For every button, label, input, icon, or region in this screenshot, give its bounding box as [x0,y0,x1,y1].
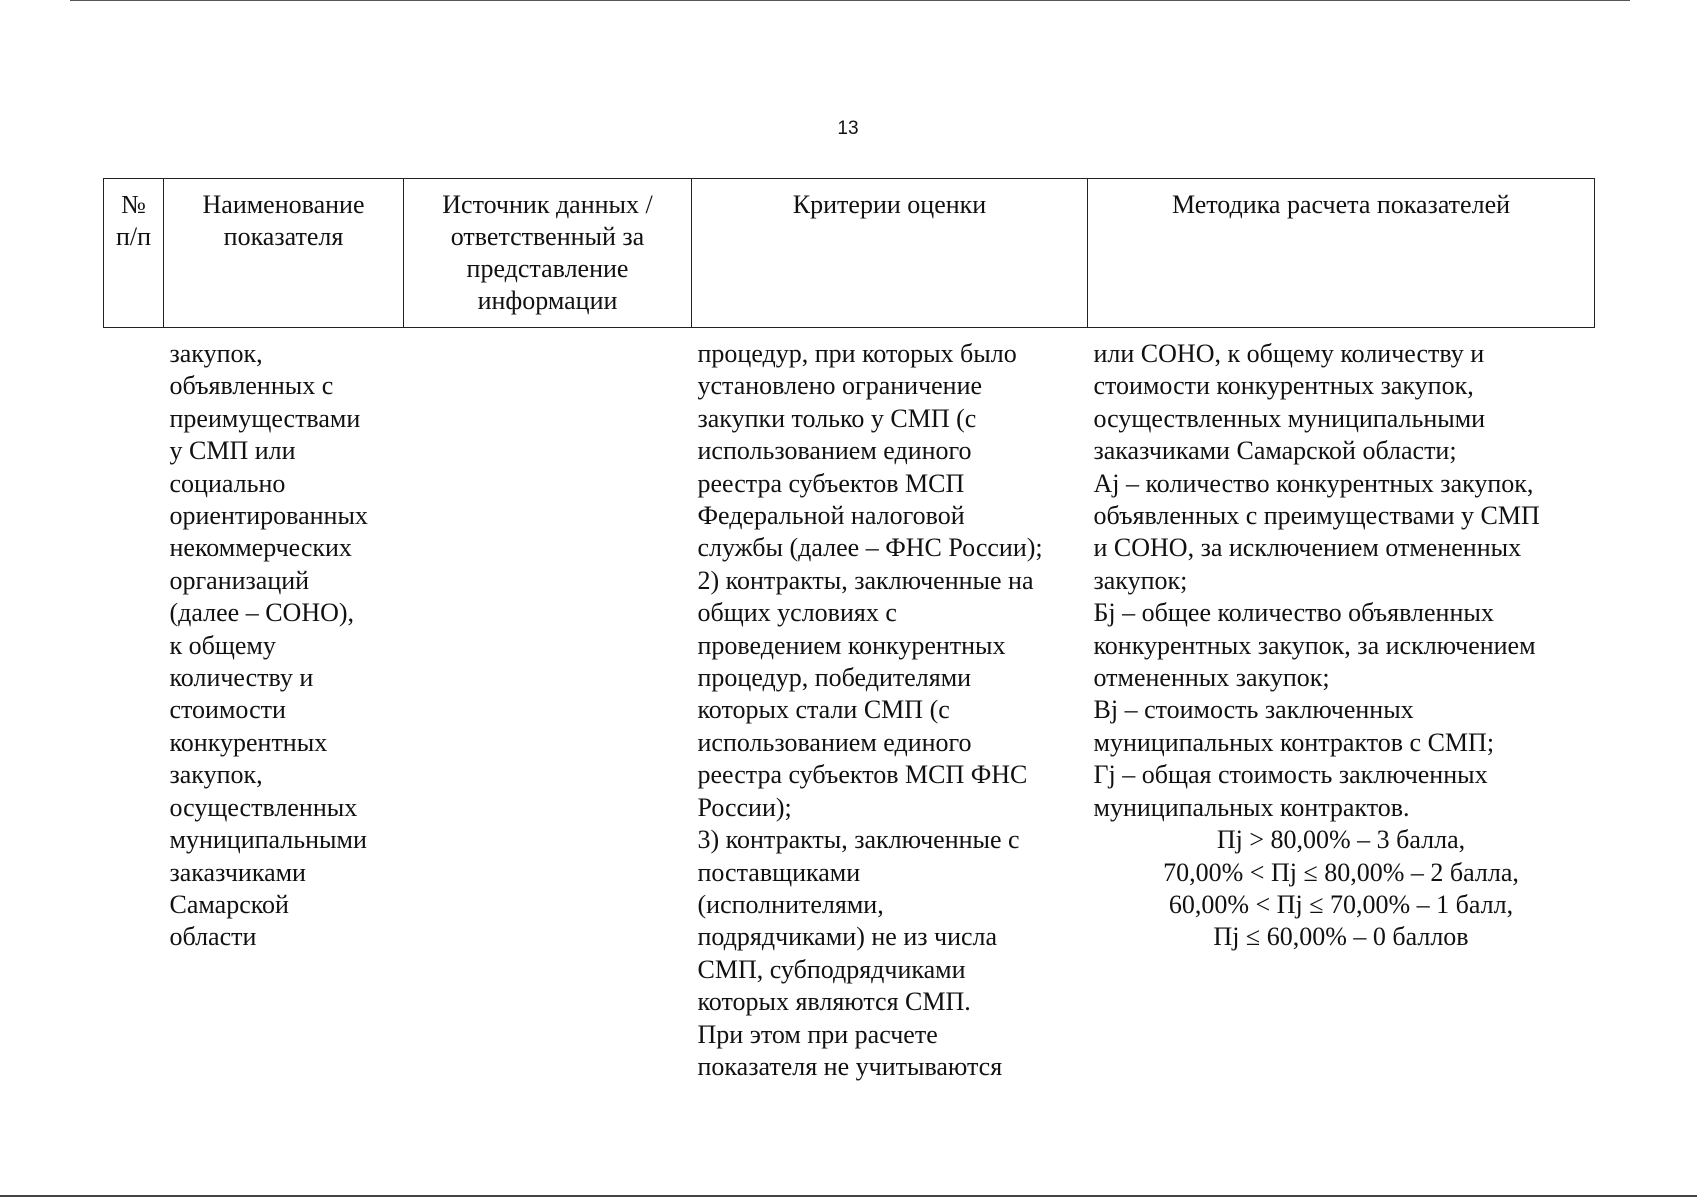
text-line: ориентированных [169,501,368,531]
text-line: (далее – СОНО), [169,598,355,628]
text-line: установлено ограничение [697,371,983,401]
text-line: и СОНО, за исключением отмененных [1093,533,1522,563]
text-line: к общему [169,630,276,660]
header-line: № [121,190,146,219]
table-row [104,328,1595,1084]
header-method [1088,179,1595,328]
text-line: использованием единого [697,436,972,466]
header-line: Критерии оценки [792,190,987,219]
text-line: Федеральной налоговой [697,501,965,531]
cell-method [1088,328,1595,1084]
text-line: стоимости конкурентных закупок, [1093,371,1474,401]
score-line: 70,00% < Пj ≤ 80,00% – 2 балла, [1163,857,1519,887]
cell-number [104,328,164,1084]
header-number [104,179,164,328]
text-line: области [169,922,257,952]
text-line: Вj – стоимость заключенных [1093,695,1414,725]
text-line: (исполнителями, [697,889,884,919]
cell-indicator-name [164,328,404,1084]
text-line: закупки только у СМП (с [697,403,977,433]
text-line: службы (далее – ФНС России); [697,533,1043,563]
text-line: подрядчиками) не из числа [697,922,998,952]
header-data-source [404,179,692,328]
page-number: 13 [837,118,859,139]
text-line: Бj – общее количество объявленных [1093,598,1494,628]
text-line: заказчиками Самарской области; [1093,436,1457,466]
text-line: реестра субъектов МСП [697,468,965,498]
header-line: п/п [115,222,152,251]
text-line: конкурентных [169,727,328,757]
text-line: процедур, при которых было [697,339,1017,368]
text-line: объявленных с [169,371,334,401]
text-line: При этом при расчете [697,1019,938,1049]
text-line: преимуществами [169,403,361,433]
text-line: показателя не учитываются [697,1051,1003,1081]
header-line: представление [466,254,629,283]
table-header-row [104,179,1595,328]
header-line: Методика расчета показателей [1171,190,1511,219]
text-line: заказчиками [169,857,306,887]
text-line: или СОНО, к общему количеству и [1093,339,1485,368]
header-line: показателя [223,222,344,251]
score-line: 60,00% < Пj ≤ 70,00% – 1 балл, [1168,889,1514,919]
header-line: Наименование [202,190,365,219]
text-line: Гj – общая стоимость заключенных [1093,760,1488,790]
text-line: стоимости [169,695,286,725]
text-line: количеству и [169,663,314,693]
text-line: конкурентных закупок, за исключением [1093,630,1536,660]
text-line: России); [697,792,792,822]
score-line: Пj ≤ 60,00% – 0 баллов [1213,922,1469,952]
text-line: процедур, победителями [697,663,972,693]
text-line: осуществленных [169,792,358,822]
text-line: закупок, [169,339,263,368]
scan-edge-top [70,0,1630,1]
text-line: социально [169,468,286,498]
header-line: Источник данных / [442,190,653,219]
text-line: муниципальными [169,825,367,855]
indicators-table [103,178,1595,1083]
text-line: закупок; [1093,565,1188,595]
cell-data-source [404,328,692,1084]
text-line: муниципальных контрактов. [1093,792,1410,822]
text-line: Самарской [169,889,289,919]
text-line: осуществленных муниципальными [1093,403,1486,433]
text-line: которых стали СМП (с [697,695,950,725]
text-line: использованием единого [697,727,972,757]
text-line: реестра субъектов МСП ФНС [697,760,1028,790]
cell-criteria [692,328,1088,1084]
text-line: поставщиками [697,857,861,887]
scan-edge-bottom [0,1195,1697,1197]
score-line: Пj > 80,00% – 3 балла, [1216,825,1466,855]
text-line: у СМП или [169,436,296,466]
text-line: закупок, [169,760,263,790]
text-line: СМП, субподрядчиками [697,954,966,984]
text-line: 3) контракты, заключенные с [697,825,1020,855]
header-criteria [692,179,1088,328]
text-line: Аj – количество конкурентных закупок, [1093,468,1534,498]
text-line: муниципальных контрактов с СМП; [1093,727,1495,757]
text-line: общих условиях с [697,598,897,628]
text-line: объявленных с преимуществами у СМП [1093,501,1540,531]
text-line: некоммерческих [169,533,352,563]
header-line: информации [477,286,618,315]
text-line: проведением конкурентных [697,630,1006,660]
header-indicator-name [164,179,404,328]
text-line: 2) контракты, заключенные на [697,565,1034,595]
text-line: которых являются СМП. [697,987,971,1017]
text-line: отмененных закупок; [1093,663,1330,693]
text-line: организаций [169,565,310,595]
header-line: ответственный за [450,222,645,251]
